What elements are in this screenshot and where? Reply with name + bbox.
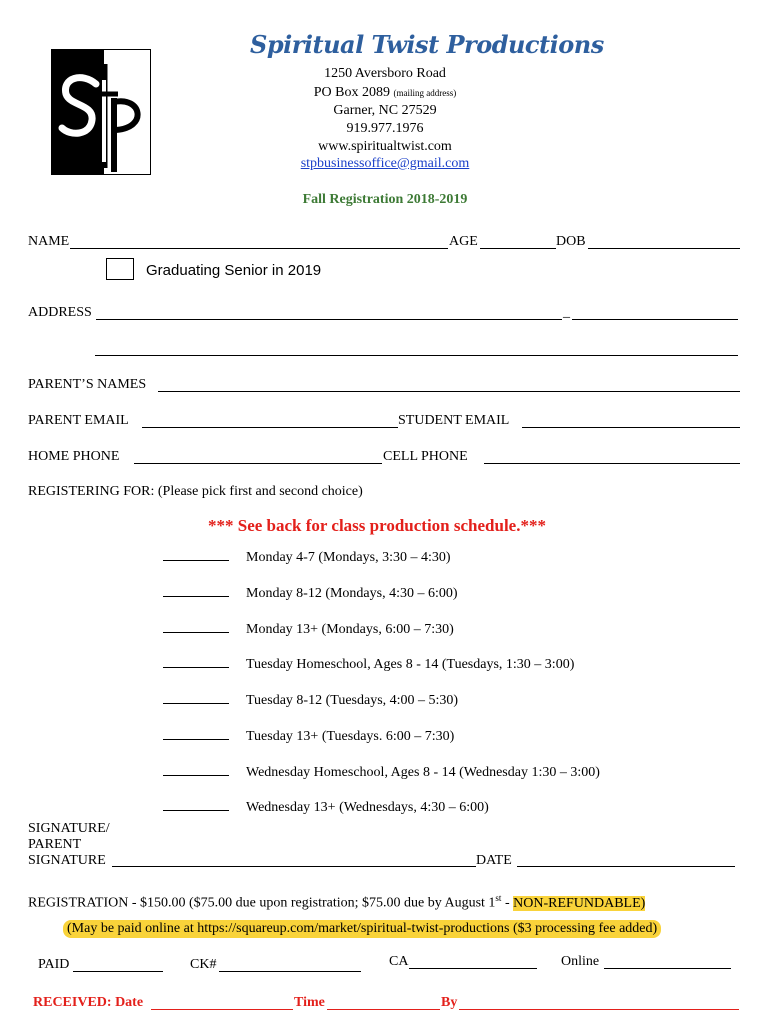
ck-field[interactable] [219,971,361,972]
parent-email-field[interactable] [142,427,398,428]
received-time-label: Time [294,995,325,1010]
class-label: Tuesday 13+ (Tuesdays. 6:00 – 7:30) [246,729,455,744]
received-by-label: By [441,995,458,1010]
address-line: 1250 Aversboro Road [324,66,446,81]
signature-label-3: SIGNATURE [28,853,106,868]
class-label: Wednesday 13+ (Wednesdays, 4:30 – 6:00) [246,800,489,815]
po-note: (mailing address) [393,88,457,98]
class-option[interactable] [163,655,574,673]
ca-field[interactable] [409,968,537,969]
date-field[interactable] [517,866,735,867]
website[interactable]: www.spiritualtwist.com [318,139,452,154]
signature-label-2: PARENT [28,837,82,852]
paid-label: PAID [38,957,70,972]
signature-label-1: SIGNATURE/ [28,821,110,836]
age-label: AGE [449,234,478,249]
city-line: Garner, NC 27529 [333,103,437,118]
name-label: NAME [28,234,70,249]
registering-for-label: REGISTERING FOR: (Please pick first and second choice) [28,484,363,499]
superscript: st [495,893,502,903]
received-time-field[interactable] [327,1009,440,1010]
ca-label: CA [389,954,409,969]
parents-names-label: PARENT’S NAMES [28,377,147,392]
parents-names-field[interactable] [158,391,740,392]
fee-dash: - [501,895,514,911]
class-option[interactable] [163,548,451,566]
choice-blank[interactable] [163,595,229,597]
schedule-note: *** See back for class production schedule.*** [208,516,546,535]
email-link[interactable]: stpbusinessoffice@gmail.com [300,156,470,171]
address-separator: _ [563,305,570,320]
graduating-senior-checkbox[interactable] [106,258,134,280]
class-label: Tuesday 8-12 (Tuesdays, 4:00 – 5:30) [246,693,459,708]
class-option[interactable] [163,763,600,781]
home-phone-label: HOME PHONE [28,449,120,464]
stp-logo [51,49,151,175]
home-phone-field[interactable] [134,463,382,464]
received-date-field[interactable] [151,1009,293,1010]
class-option[interactable] [163,691,458,709]
received-date-label: RECEIVED: Date [33,995,144,1010]
choice-blank[interactable] [163,631,229,633]
class-label: Monday 4-7 (Mondays, 3:30 – 4:30) [246,550,451,565]
choice-blank[interactable] [163,738,229,740]
online-field[interactable] [604,968,731,969]
signature-field[interactable] [112,866,476,867]
class-label: Tuesday Homeschool, Ages 8 - 14 (Tuesdays, 1:30 – 3:00) [246,657,575,672]
registration-fee-text: REGISTRATION - $150.00 ($75.00 due upon registration; $75.00 due by August 1 [28,895,496,911]
po-box: PO Box 2089 [313,85,390,100]
address-label: ADDRESS [28,305,92,320]
choice-blank[interactable] [163,809,229,811]
class-option[interactable] [163,584,458,602]
choice-blank[interactable] [163,702,229,704]
class-option[interactable] [163,620,454,638]
non-refundable-highlight: NON-REFUNDABLE) [513,895,646,911]
age-field[interactable] [480,248,556,249]
online-label: Online [561,954,600,969]
org-name: Spiritual Twist Productions [250,30,604,59]
student-email-label: STUDENT EMAIL [398,413,510,428]
student-email-field[interactable] [522,427,740,428]
cell-phone-label: CELL PHONE [383,449,468,464]
date-label: DATE [476,853,512,868]
dob-field[interactable] [588,248,740,249]
address-field[interactable] [96,319,562,320]
choice-blank[interactable] [163,559,229,561]
choice-blank[interactable] [163,774,229,776]
graduating-senior-label: Graduating Senior in 2019 [146,262,322,279]
paid-field[interactable] [73,971,163,972]
phone: 919.977.1976 [346,121,424,136]
class-label: Wednesday Homeschool, Ages 8 - 14 (Wednesday 1:30 – 3:00) [246,765,600,780]
registration-fee-line [28,893,645,912]
choice-blank[interactable] [163,666,229,668]
online-payment-note: (May be paid online at https://squareup.com/market/spiritual-twist-productions ($3 processing fee added) [63,920,661,938]
cell-phone-field[interactable] [484,463,740,464]
name-field[interactable] [70,248,448,249]
ck-label: CK# [190,957,217,972]
address-line-2-field[interactable] [95,355,738,356]
class-option[interactable] [163,727,454,745]
received-by-field[interactable] [459,1009,739,1010]
dob-label: DOB [556,234,586,249]
po-box-line [280,85,490,101]
parent-email-label: PARENT EMAIL [28,413,129,428]
logo-graphic [52,50,151,175]
address-field-2[interactable] [572,319,738,320]
class-option[interactable] [163,798,489,816]
class-label: Monday 8-12 (Mondays, 4:30 – 6:00) [246,586,458,601]
form-title: Fall Registration 2018-2019 [302,192,468,207]
class-label: Monday 13+ (Mondays, 6:00 – 7:30) [246,622,454,637]
